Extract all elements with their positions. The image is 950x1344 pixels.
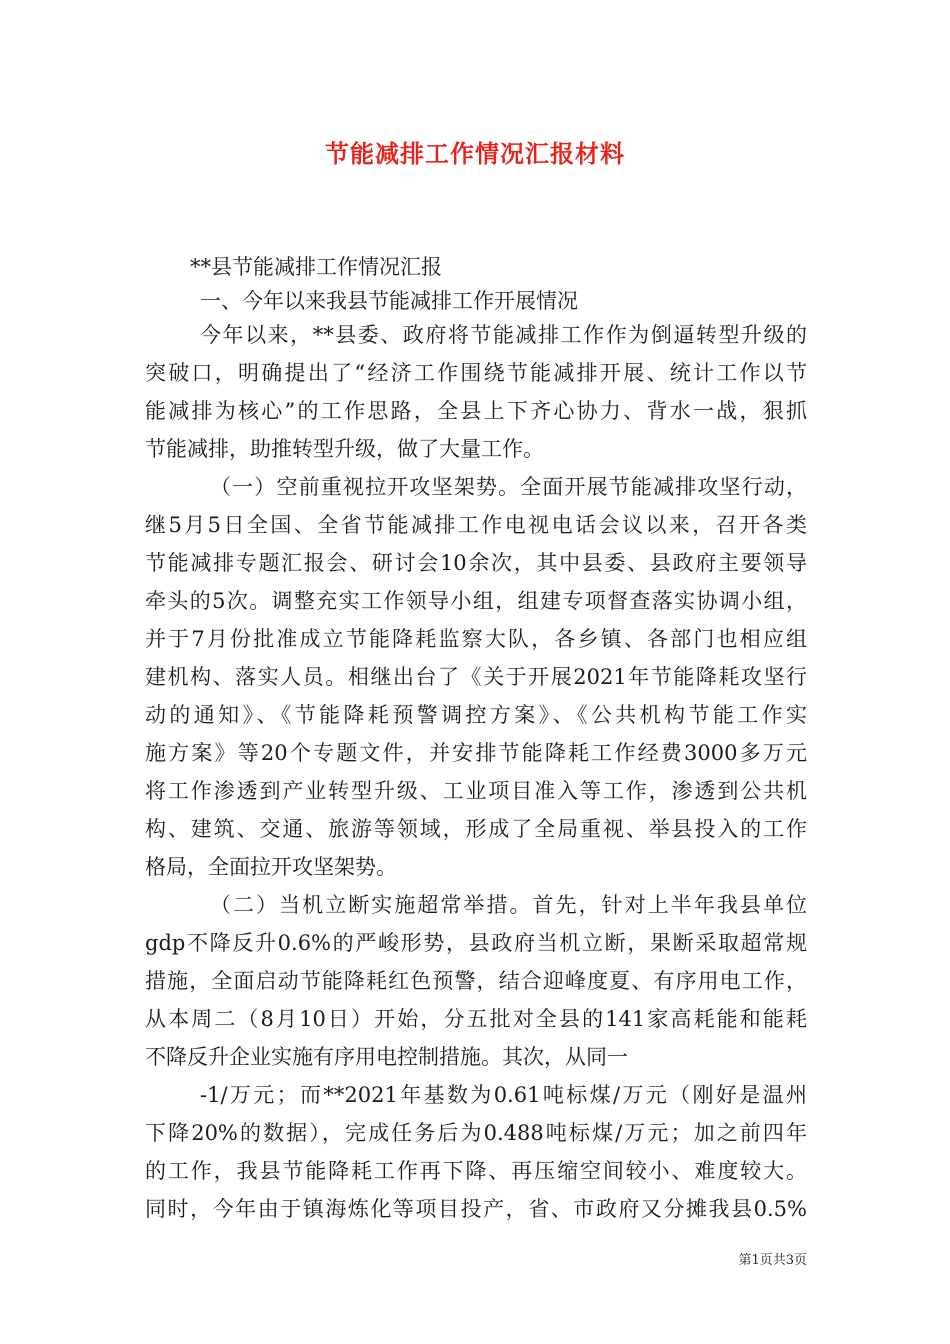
- text-line: 突破口，明确提出了“经济工作围绕节能减排开展、统计工作以节: [145, 361, 807, 385]
- text-line: 的工作，我县节能降耗工作再下降、再压缩空间较小、难度较大。: [145, 1159, 807, 1183]
- section-heading: 一、今年以来我县节能减排工作开展情况: [200, 289, 578, 313]
- text-line: 同时，今年由于镇海炼化等项目投产，省、市政府又分摊我县0.5%: [145, 1197, 807, 1221]
- text-line: 从本周二（8月10日）开始，分五批对全县的141家高耗能和能耗: [145, 1007, 807, 1031]
- text-line: 节能减排专题汇报会、研讨会10余次，其中县委、县政府主要领导: [145, 551, 807, 575]
- text-line: 今年以来，**县委、政府将节能减排工作作为倒逼转型升级的: [200, 323, 807, 347]
- text-line: 将工作渗透到产业转型升级、工业项目准入等工作，渗透到公共机: [145, 779, 807, 803]
- text-line: -1/万元；而**2021年基数为0.61吨标煤/万元（刚好是温州: [200, 1083, 807, 1107]
- text-line: 并于7月份批准成立节能降耗监察大队，各乡镇、各部门也相应组: [145, 627, 807, 651]
- text-line: 构、建筑、交通、旅游等领域，形成了全局重视、举县投入的工作: [145, 817, 807, 841]
- text-line: gdp不降反升0.6%的严峻形势，县政府当机立断，果断采取超常规: [145, 931, 807, 955]
- text-line: （一）空前重视拉开攻坚架势。全面开展节能减排攻坚行动，: [210, 475, 807, 499]
- document-title: 节能减排工作情况汇报材料: [325, 139, 625, 168]
- text-line: 格局，全面拉开攻坚架势。: [145, 855, 397, 879]
- text-line: 动的通知》、《节能降耗预警调控方案》、《公共机构节能工作实: [145, 703, 807, 727]
- text-line: **县节能减排工作情况汇报: [190, 255, 442, 279]
- text-line: 牵头的5次。调整充实工作领导小组，组建专项督查落实协调小组，: [145, 589, 807, 613]
- text-line: 节能减排，助推转型升级，做了大量工作。: [145, 437, 544, 461]
- text-line: 继5月5日全国、全省节能减排工作电视电话会议以来，召开各类: [145, 513, 807, 537]
- text-line: 措施，全面启动节能降耗红色预警，结合迎峰度夏、有序用电工作，: [145, 969, 807, 993]
- text-line: （二）当机立断实施超常举措。首先，针对上半年我县单位: [210, 893, 807, 917]
- text-line: 下降20%的数据），完成任务后为0.488吨标煤/万元；加之前四年: [145, 1121, 807, 1145]
- text-line: 能减排为核心”的工作思路，全县上下齐心协力、背水一战，狠抓: [145, 399, 807, 423]
- page-number: 第1页共3页: [738, 1253, 807, 1268]
- text-line: 不降反升企业实施有序用电控制措施。其次，从同一: [145, 1045, 628, 1069]
- text-line: 建机构、落实人员。相继出台了《关于开展2021年节能降耗攻坚行: [145, 665, 807, 689]
- text-line: 施方案》等20个专题文件，并安排节能降耗工作经费3000多万元: [145, 741, 807, 765]
